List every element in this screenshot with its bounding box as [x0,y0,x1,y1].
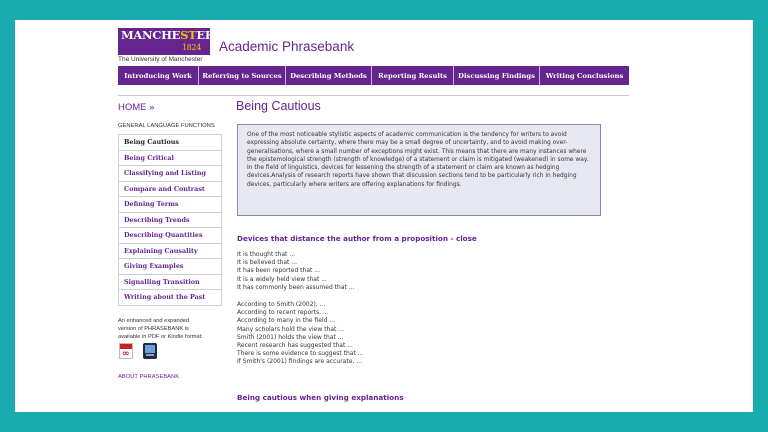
sidebar-item-being-cautious[interactable]: Being Cautious [118,135,222,151]
tab-describing-methods[interactable]: Describing Methods [286,66,372,85]
site-title[interactable]: Academic Phrasebank [219,39,355,54]
phrase: According to recent reports, ... [237,309,329,317]
top-navigation [118,66,629,85]
page-title: Being Cautious [236,99,321,113]
pdf-icon-glyph: ∞ [122,349,130,359]
phrase: According to many in the field ... [237,317,336,325]
phrase: If Smith's (2001) findings are accurate, ... [237,358,362,366]
kindle-icon-screen [145,345,155,353]
divider [118,95,629,96]
sidebar-item-giving-examples[interactable]: Giving Examples [118,259,222,275]
sidebar-item-writing-about-the-past[interactable]: Writing about the Past [118,290,222,306]
sidebar-menu [118,134,222,306]
phrase: According to Smith (2002), ... [237,301,326,308]
phrase: Recent research has suggested that ... [237,342,353,350]
sidebar-item-defining-terms[interactable]: Defining Terms [118,197,222,213]
promo-text [118,317,228,341]
kindle-icon[interactable] [143,343,157,359]
promo-line: version of PHRASEBANK is [118,326,189,332]
logo-wordmark: MANCHESTER [121,28,215,42]
promo-line: An enhanced and expanded [118,318,190,324]
phrase: It is believed that ... [237,259,298,267]
phrase-list [237,301,364,367]
section-heading-explanations[interactable]: Being cautious when giving explanations [237,393,404,402]
sidebar-item-compare-and-contrast[interactable]: Compare and Contrast [118,182,222,198]
sidebar-section-label: GENERAL LANGUAGE FUNCTIONS [118,123,215,129]
about-phrasebank-link[interactable]: ABOUT PHRASEBANK [118,374,180,380]
home-link[interactable]: HOME » [118,102,155,113]
tab-reporting-results[interactable]: Reporting Results [372,66,454,85]
phrase: It is a widely held view that ... [237,275,327,283]
promo-line: available in PDF or Kindle format: [118,334,203,340]
pdf-icon[interactable] [119,343,133,359]
phrase: Smith (2001) holds the view that ... [237,333,344,341]
sidebar-item-explaining-causality[interactable]: Explaining Causality [118,244,222,260]
sidebar-item-being-critical[interactable]: Being Critical [118,151,222,167]
kindle-icon-base [146,354,154,356]
intro-box: One of the most noticeable stylistic aspects of academic communication is the tendency for writers to avoid expressing absolute certainty, where there may be a small degree of uncertainty, and to avoid making over-generalisations, where a small number of exceptions might exist. This means that there are many instances where the epistemological strength (strength of knowledge) of a statement or claim is mitigated (weakened) in some way. In the field of linguistics, devices for lessening the strength of a statement or claim are known as hedging devices.Analysis of research reports have shown that discussion sections tend to be particularly rich in hedging devices, particularly where writers are offering explanations for findings. [237,124,601,216]
page [15,20,753,412]
university-logo[interactable] [118,28,215,55]
sidebar-item-describing-quantities[interactable]: Describing Quantities [118,228,222,244]
logo-year: 1824 [181,43,201,52]
sidebar-item-classifying-and-listing[interactable]: Classifying and Listing [118,166,222,182]
phrase: It is thought that ... [237,251,296,258]
university-name: The University of Manchester [118,56,203,63]
section-heading-distance[interactable]: Devices that distance the author from a proposition - close [237,234,477,243]
phrase: It has commonly been assumed that ... [237,283,355,291]
tab-introducing-work[interactable]: Introducing Work [118,66,199,85]
tab-referring-to-sources[interactable]: Referring to Sources [199,66,286,85]
sidebar-item-describing-trends[interactable]: Describing Trends [118,213,222,229]
phrase: There is some evidence to suggest that ... [237,350,364,358]
tab-writing-conclusions[interactable]: Writing Conclusions [545,71,624,80]
tab-discussing-findings[interactable]: Discussing Findings [454,66,540,85]
phrase: It has been reported that ... [237,267,320,275]
phrase-list [237,251,355,292]
phrase: Many scholars hold the view that ... [237,325,345,333]
sidebar-item-signalling-transition[interactable]: Signalling Transition [118,275,222,291]
